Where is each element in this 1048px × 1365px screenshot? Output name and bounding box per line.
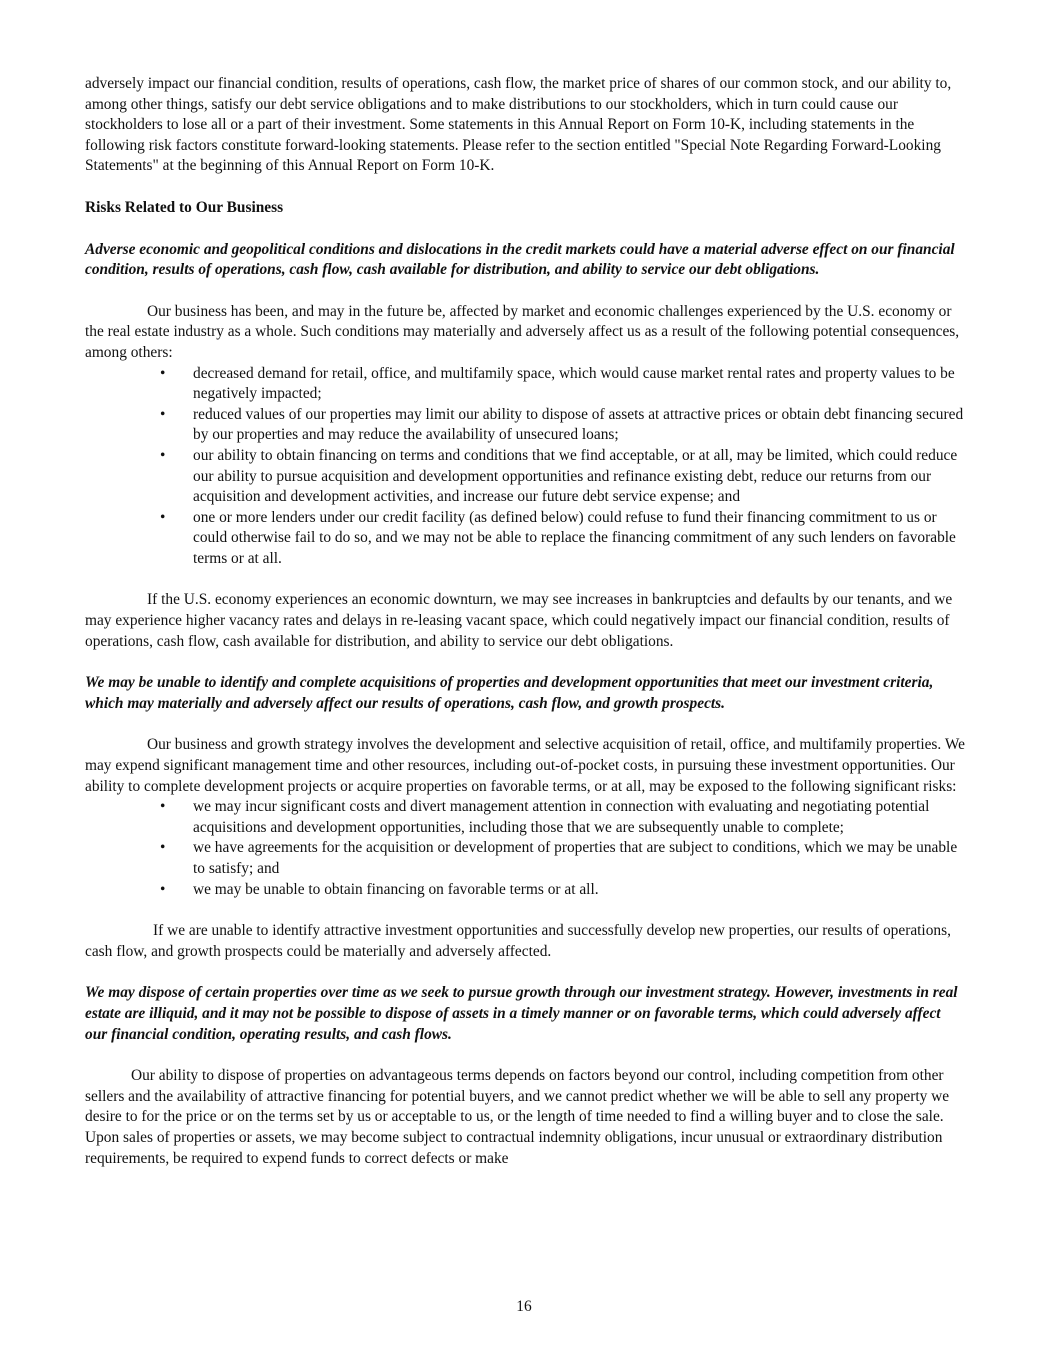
list-item-text: we may incur significant costs and divert management attention in connection with evaluating and negotiating potential acquisitions and development opportunities, including those that we are subsequently unable to complete; [193,798,930,836]
bullet-icon: • [160,446,166,464]
risk-heading-dispositions: We may dispose of certain properties over time as we seek to pursue growth through our investment strategy. However, investments in real estate are illiquid, and it may not be possible to dispose of assets in a timely manner or on favorable terms, which could adversely affect our financial condition, operating results, and cash flows. [85,984,958,1043]
body-paragraph: If the U.S. economy experiences an economic downturn, we may see increases in bankruptcies and defaults by our tenants, and we may experience higher vacancy rates and delays in re-leasing vacant space, which could negatively impact our financial condition, results of operations, cash flow, cash available for distribution, and ability to service our debt obligations. [85,591,953,650]
bullet-icon: • [160,839,166,857]
list-item [160,508,965,570]
risk-heading-economic-conditions: Adverse economic and geopolitical conditions and dislocations in the credit markets could have a material adverse effect on our financial condition, results of operations, cash flow, cash available for distribution, and ability to service our debt obligations. [85,240,955,279]
bullet-icon: • [160,364,166,382]
bullet-list [85,364,965,570]
bullet-icon: • [160,508,166,526]
document-page [85,74,965,1169]
page-number: 16 [516,1298,532,1315]
list-item-text: reduced values of our properties may limit our ability to dispose of assets at attractive prices or obtain debt financing secured by our properties and may reduce the availability of unsecured loans; [193,405,964,444]
body-paragraph: Our business and growth strategy involves the development and selective acquisition of retail, office, and multifamily properties. We may expend significant management time and other resources, including out-of-pocket costs, in pursuing these investment opportunities. Our ability to complete development projects or acquire properties on favorable terms, or at all, may be exposed to the following significant risks: [85,736,965,795]
bullet-icon: • [160,405,166,423]
list-item-text: our ability to obtain financing on terms and conditions that we find acceptable, or at all, may be limited, which could reduce our ability to pursue acquisition and development opportunities and refinance existing debt, reduce our returns from our acquisition and development activities, and increase our future debt service expense; and [193,446,958,506]
list-item [160,880,965,901]
section-heading: Risks Related to Our Business [85,198,284,216]
body-paragraph: Our business has been, and may in the future be, affected by market and economic challenges experienced by the U.S. economy or the real estate industry as a whole. Such conditions may materially and adversely affect us as a result of the following potential consequences, among others: [85,302,960,361]
body-paragraph: Our ability to dispose of properties on advantageous terms depends on factors beyond our control, including competition from other sellers and the availability of attractive financing for potential buyers, and we cannot predict whether we will be able to sell any property we desire to for the price or on the terms set by us or acceptable to us, or the length of time needed to find a willing buyer and to close the sale. Upon sales of properties or assets, we may become subject to contractual indemnity obligations, incur unusual or extraordinary distribution requirements, be required to expend funds to correct defects or make [85,1067,950,1167]
intro-paragraph: adversely impact our financial condition, results of operations, cash flow, the market price of shares of our common stock, and our ability to, among other things, satisfy our debt service obligations and to make distributions to our stockholders, which in turn could cause our stockholders to lose all or a part of their investment. Some statements in this Annual Report on Form 10-K, including statements in the following risk factors constitute forward-looking statements. Please refer to the section entitled "Special Note Regarding Forward-Looking Statements" at the beginning of this Annual Report on Form 10-K. [85,75,952,175]
list-item [160,446,965,508]
list-item [160,364,965,405]
list-item [160,797,965,838]
list-item-text: we have agreements for the acquisition or development of properties that are subject to conditions, which we may be unable to satisfy; and [193,839,958,877]
list-item [160,405,965,446]
list-item-text: decreased demand for retail, office, and multifamily space, which would cause market rental rates and property values to be negatively impacted; [193,364,955,403]
risk-heading-acquisitions: We may be unable to identify and complete acquisitions of properties and development opportunities that meet our investment criteria, which may materially and adversely affect our results of operations, cash flow, and growth prospects. [85,674,934,712]
list-item [160,838,965,879]
body-paragraph: If we are unable to identify attractive investment opportunities and successfully develop new properties, our results of operations, cash flow, and growth prospects could be materially and adversely affected. [85,922,951,960]
bullet-icon: • [160,798,166,816]
bullet-icon: • [160,880,166,898]
list-item-text: we may be unable to obtain financing on favorable terms or at all. [193,880,599,898]
list-item-text: one or more lenders under our credit facility (as defined below) could refuse to fund their financing commitment to us or could otherwise fail to do so, and we may not be able to replace the financing commitment of any such lenders on favorable terms or at all. [193,508,956,567]
bullet-list [85,797,965,900]
